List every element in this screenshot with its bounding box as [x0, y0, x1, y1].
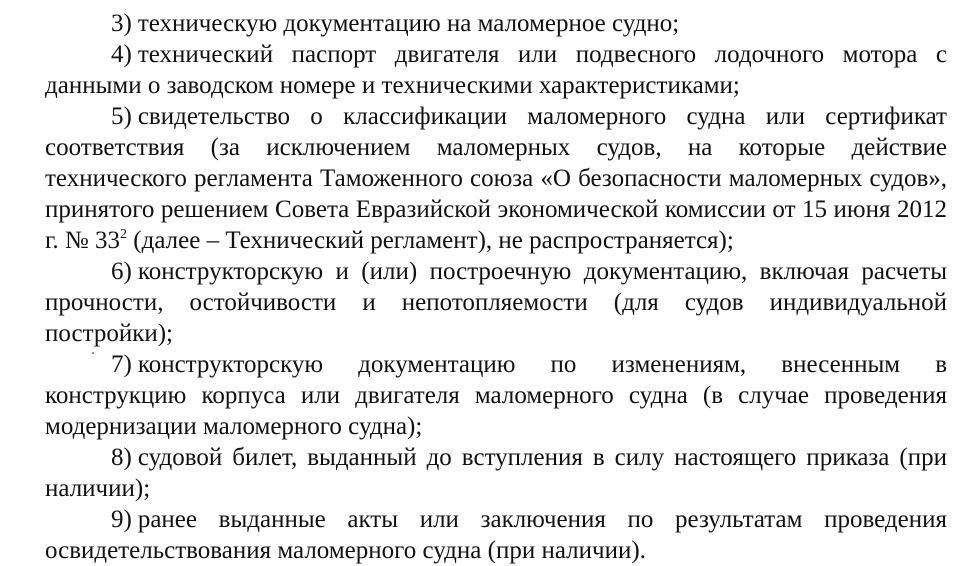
item-number: 3) — [111, 10, 132, 37]
item-text: техническую документацию на маломерное судно; — [137, 10, 680, 37]
list-item-8 — [45, 442, 947, 504]
item-text: свидетельство о классификации маломерного судна или сертификат соответствия (за исключением маломерных судов, на которые действие технического регламента Таможенного союза «О безопасности маломерных судов», принятого решением Совета Евразийской экономической комиссии от 15 июня 2012 г. № 33 — [45, 103, 947, 254]
item-number: 4) — [111, 41, 132, 68]
item-text: технический паспорт двигателя или подвесного лодочного мотора с данными о заводском номере и техническими характеристиками; — [45, 41, 947, 99]
scan-speck — [92, 352, 94, 354]
item-number: 5) — [111, 103, 132, 130]
list-item-7 — [45, 349, 947, 442]
footnote-reference: 2 — [120, 227, 128, 242]
item-number: 6) — [111, 258, 132, 285]
item-text: ранее выданные акты или заключения по результатам проведения освидетельствования маломерного судна (при наличии). — [45, 506, 947, 564]
item-text: конструкторскую и (или) построечную документацию, включая расчеты прочности, остойчивости и непотопляемости (для судов индивидуальной постройки); — [45, 258, 947, 347]
item-text: судовой билет, выданный до вступления в силу настоящего приказа (при наличии); — [45, 444, 947, 502]
list-item-9 — [45, 504, 947, 566]
list-item-4 — [45, 39, 947, 101]
item-text-continued: (далее – Технический регламент), не распространяется); — [127, 227, 734, 254]
list-item-3 — [45, 8, 947, 39]
list-item-6 — [45, 256, 947, 349]
item-number: 8) — [111, 444, 132, 471]
item-number: 7) — [111, 351, 132, 378]
document-page — [45, 8, 947, 566]
item-number: 9) — [111, 506, 132, 533]
item-text: конструкторскую документацию по изменениям, внесенным в конструкцию корпуса или двигателя маломерного судна (в случае проведения модернизации маломерного судна); — [45, 351, 947, 440]
list-item-5 — [45, 101, 947, 256]
